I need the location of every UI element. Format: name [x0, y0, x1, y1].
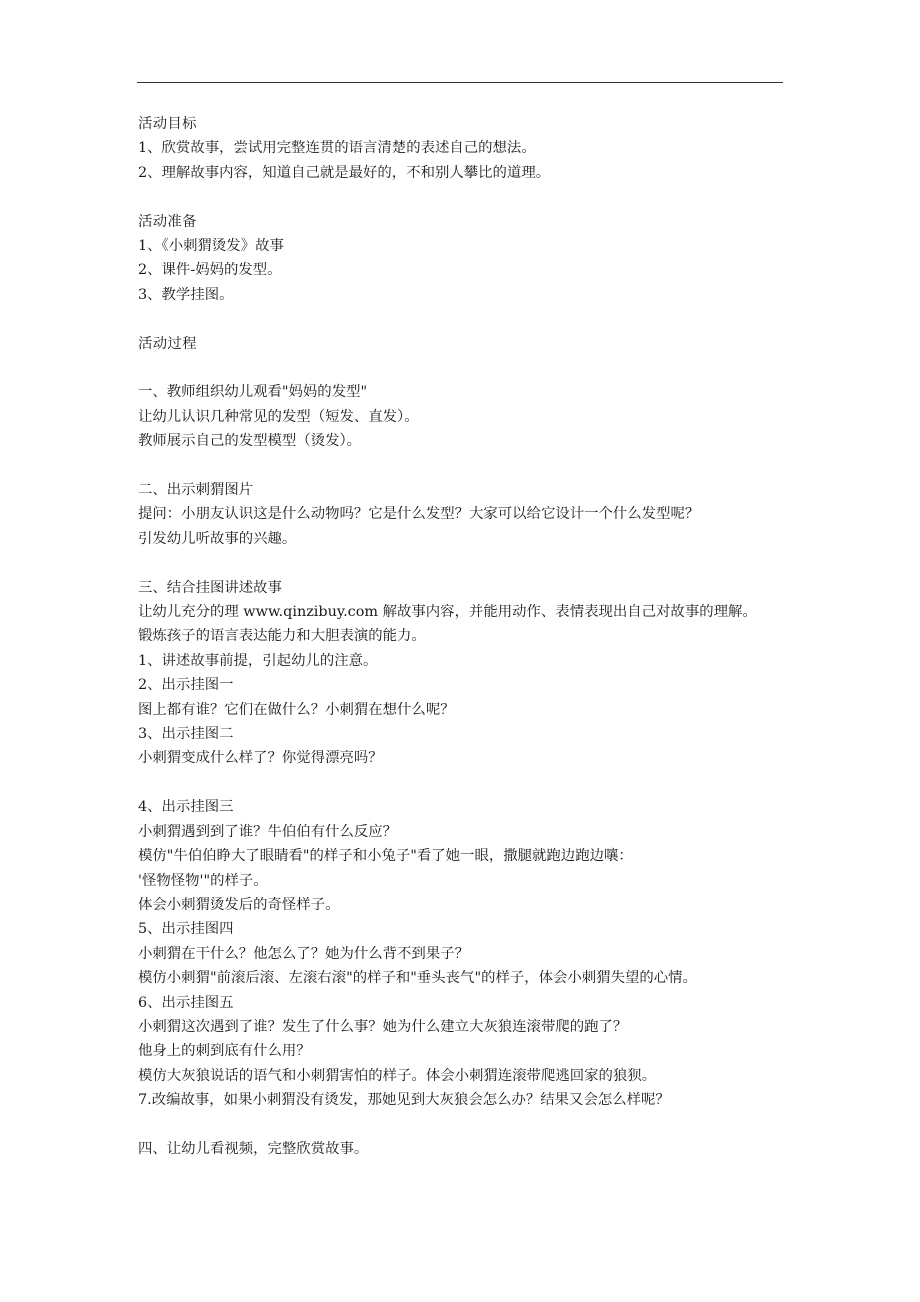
process-line: 5、出示挂图四: [138, 921, 234, 938]
process-line: 小刺猬这次遇到了谁？发生了什么事？她为什么建立大灰狼连滚带爬的跑了？: [138, 1018, 628, 1035]
process-line: 7.改编故事，如果小刺猬没有烫发，那她见到大灰狼会怎么办？结果又会怎么样呢？: [138, 1092, 670, 1109]
process-line: 教师展示自己的发型模型（烫发）。: [138, 433, 362, 450]
process-line: 模仿大灰狼说话的语气和小刺猬害怕的样子。体会小刺猬连滚带爬逃回家的狼狈。: [138, 1067, 657, 1084]
header-rule: [137, 82, 783, 83]
process-line: 小刺猬遇到到了谁？牛伯伯有什么反应？: [138, 823, 398, 840]
process-step-heading: 三、结合挂图讲述故事: [138, 579, 282, 596]
process-line: 3、出示挂图二: [138, 726, 234, 743]
process-line: 模仿小刺猬"前滚后滚、左滚右滚"的样子和"垂头丧气"的样子，体会小刺猬失望的心情。: [138, 970, 697, 987]
process-line: 图上都有谁？它们在做什么？小刺猬在想什么呢？: [138, 701, 455, 718]
process-line: 小刺猬变成什么样了？你觉得漂亮吗？: [138, 750, 383, 767]
process-line: 让幼儿认识几种常见的发型（短发、直发）。: [138, 408, 419, 425]
process-line: '怪物怪物'"的样子。: [138, 872, 268, 889]
process-line: 锻炼孩子的语言表达能力和大胆表演的能力。: [138, 628, 426, 645]
process-step-heading: 一、教师组织幼儿观看"妈妈的发型": [138, 384, 368, 401]
process-line: 4、出示挂图三: [138, 799, 234, 816]
section-title-goals: 活动目标: [138, 116, 197, 132]
process-line: 体会小刺猬烫发后的奇怪样子。: [138, 896, 340, 913]
preparation-item: 3、教学挂图。: [138, 286, 234, 303]
process-line: 模仿"牛伯伯睁大了眼睛看"的样子和小兔子"看了她一眼，撒腿就跑边跑边嚷：: [138, 848, 633, 865]
process-step-heading: 四、让幼儿看视频，完整欣赏故事。: [138, 1140, 369, 1157]
document-body: [138, 112, 788, 1161]
process-line: 让幼儿充分的理 www.qinzibuy.com 解故事内容，并能用动作、表情表现出自己对故事的理解。: [138, 604, 757, 621]
preparation-item: 2、课件-妈妈的发型。: [138, 262, 282, 279]
process-line: 提问：小朋友认识这是什么动物吗？它是什么发型？大家可以给它设计一个什么发型呢？: [138, 506, 700, 523]
process-step-heading: 二、出示刺猬图片: [138, 482, 254, 499]
section-title-preparation: 活动准备: [138, 213, 197, 230]
preparation-item: 1、《小刺猬烫发》故事: [138, 238, 284, 255]
process-line: 2、出示挂图一: [138, 677, 234, 694]
process-line: 1、讲述故事前提，引起幼儿的注意。: [138, 652, 378, 669]
section-title-process: 活动过程: [138, 335, 197, 352]
process-line: 小刺猬在干什么？他怎么了？她为什么背不到果子？: [138, 945, 469, 962]
goal-item: 1、欣赏故事，尝试用完整连贯的语言清楚的表述自己的想法。: [138, 140, 536, 157]
process-line: 引发幼儿听故事的兴趣。: [138, 530, 297, 547]
process-line: 6、出示挂图五: [138, 994, 234, 1011]
goal-item: 2、理解故事内容，知道自己就是最好的，不和别人攀比的道理。: [138, 164, 551, 181]
process-line: 他身上的刺到底有什么用？: [138, 1043, 311, 1060]
